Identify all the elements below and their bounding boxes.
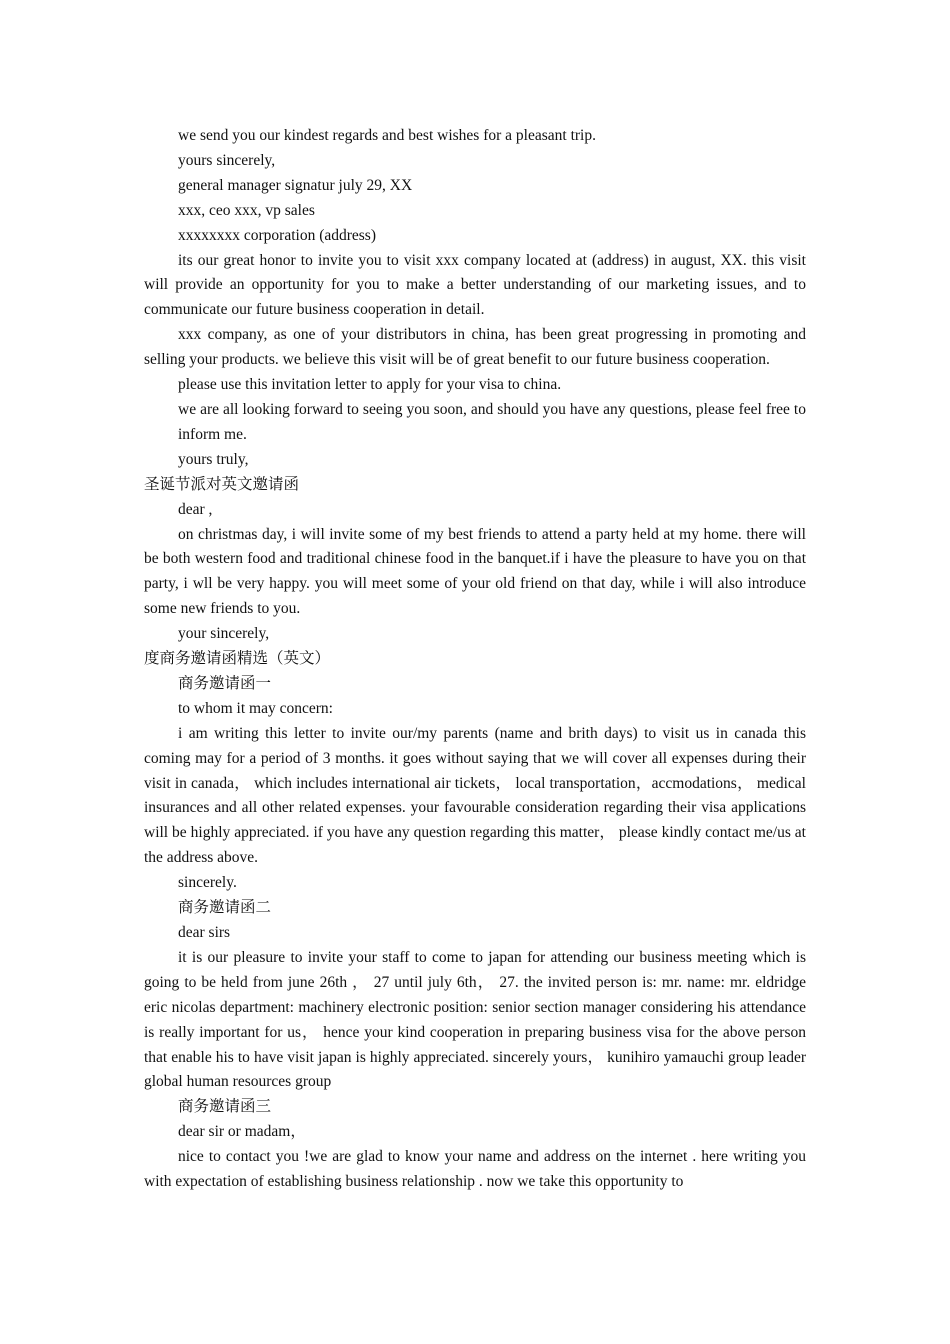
subsection-heading: 商务邀请函一: [178, 674, 272, 692]
paragraph: i am writing this letter to invite our/my parents (name and brith days) to visit us in canada this coming may for a period of 3 months. it goes without saying that we will cover all expenses during their visit in canada， which includes international air tickets， local transportation，accmodations， medical insurances and all other related expenses. your favourable consideration regarding their visa applications will be highly appreciated. if you have any question regarding this matter， please kindly contact me/us at the address above.: [144, 724, 806, 867]
paragraph: its our great honor to invite you to visit xxx company located at (address) in august, XX. this visit will provide an opportunity for you to make a better understanding of our marketing issues, and to communicate our future business cooperation in detail.: [144, 251, 806, 319]
paragraph: we send you our kindest regards and best wishes for a pleasant trip.: [178, 127, 596, 144]
paragraph: general manager signatur july 29, XX: [178, 176, 413, 194]
paragraph: xxx company, as one of your distributors in china, has been great progressing in promoting and selling your products. we believe this visit will be of great benefit to our future business cooperation.: [144, 326, 806, 369]
subsection-heading: 商务邀请函二: [178, 899, 272, 917]
paragraph: we are all looking forward to seeing you soon, and should you have any questions, please feel free to inform me.: [178, 400, 806, 443]
document-page: [144, 124, 806, 1195]
paragraph: on christmas day, i will invite some of my best friends to attend a party held at my home. there will be both western food and traditional chinese food in the banquet.if i have the pleasure to have you on that party, i wll be very happy. you will meet some of your old friend on that day, while i will also introduce some new friends to you.: [144, 525, 806, 618]
section-heading: 度商务邀请函精选（英文）: [144, 650, 331, 668]
subsection-heading: 商务邀请函三: [178, 1098, 272, 1116]
paragraph: xxxxxxxx corporation (address): [178, 226, 377, 244]
paragraph: nice to contact you !we are glad to know your name and address on the internet . here writing you with expectation of establishing business relationship . now we take this opportunity to: [144, 1148, 806, 1191]
paragraph: dear ,: [178, 500, 213, 518]
paragraph: yours sincerely,: [178, 151, 276, 169]
paragraph: dear sirs: [178, 924, 231, 941]
paragraph: your sincerely,: [178, 625, 270, 643]
paragraph: yours truly,: [178, 450, 249, 468]
paragraph: dear sir or madam，: [178, 1123, 306, 1141]
paragraph: to whom it may concern:: [178, 699, 333, 717]
paragraph: xxx, ceo xxx, vp sales: [178, 201, 315, 219]
paragraph: please use this invitation letter to apply for your visa to china.: [178, 376, 562, 394]
paragraph: sincerely.: [178, 874, 237, 892]
paragraph: it is our pleasure to invite your staff to come to japan for attending our business meeting which is going to be held from june 26th ， 27 until july 6th， 27. the invited person is: mr. name: mr. eldridge eric nicolas department: machinery electronic position: senior section manager considering his attendance is really important for us， hence your kind cooperation in preparing business visa for the above person that enable his to have visit japan is highly appreciated. sincerely yours， kunihiro yamauchi group leader global human resources group: [144, 948, 806, 1091]
section-heading: 圣诞节派对英文邀请函: [144, 475, 300, 493]
